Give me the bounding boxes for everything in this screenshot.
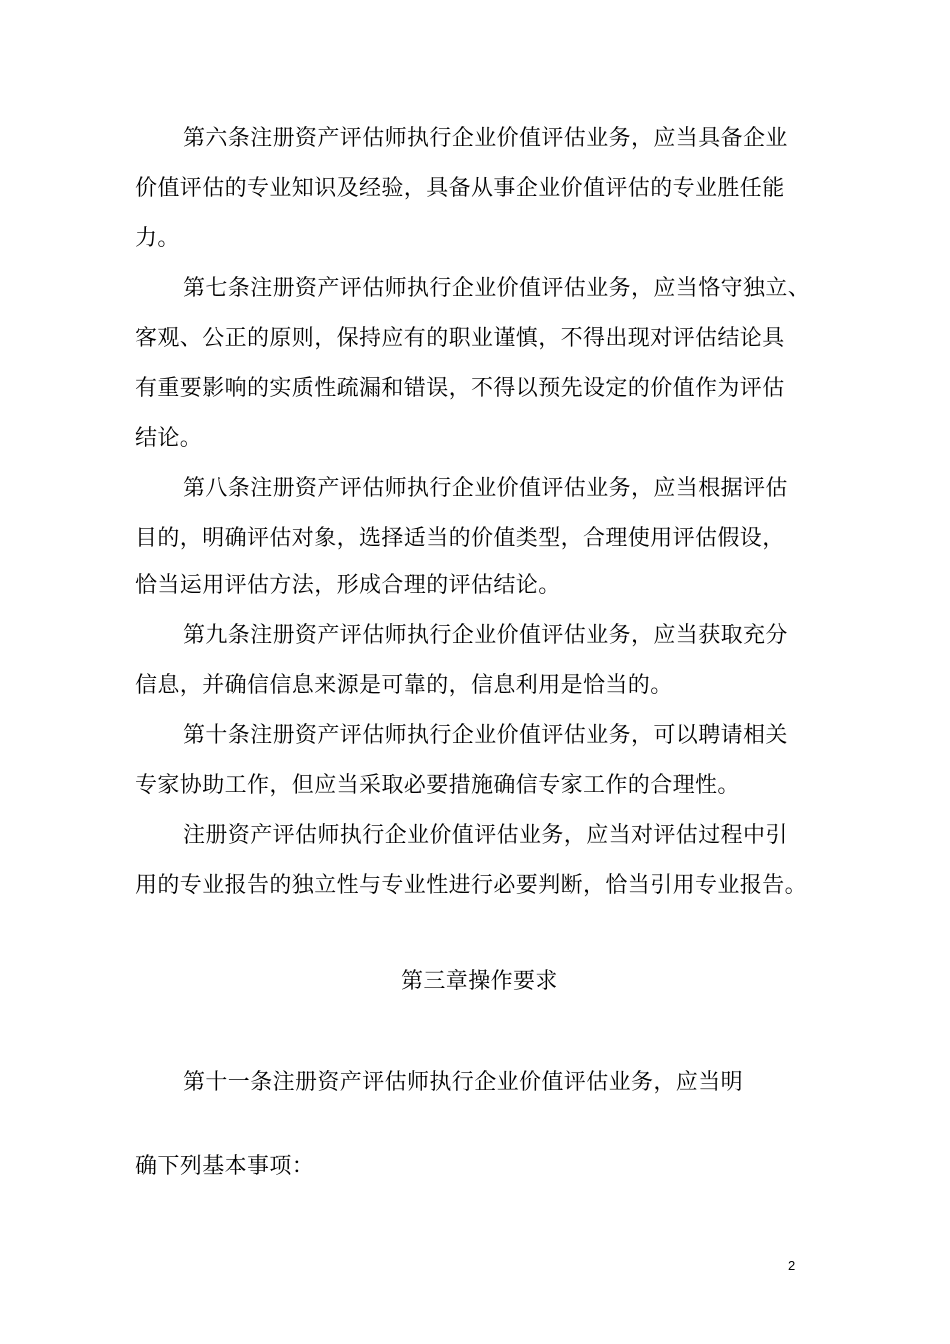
article-9-line-1: 第九条注册资产评估师执行企业价值评估业务，应当获取充分 — [183, 623, 788, 648]
article-8-line-3: 恰当运用评估方法，形成合理的评估结论。 — [135, 573, 561, 598]
article-8-line-2: 目的，明确评估对象，选择适当的价值类型，合理使用评估假设， — [135, 526, 785, 551]
article-9-line-2: 信息，并确信信息来源是可靠的，信息利用是恰当的。 — [135, 673, 673, 698]
article-7-line-4: 结论。 — [135, 426, 203, 451]
article-6-line-3: 力。 — [135, 226, 180, 251]
article-10-line-1: 第十条注册资产评估师执行企业价值评估业务，可以聘请相关 — [183, 723, 788, 748]
article-6-line-2: 价值评估的专业知识及经验，具备从事企业价值评估的专业胜任能 — [135, 176, 785, 201]
article-10-line-2: 专家协助工作，但应当采取必要措施确信专家工作的合理性。 — [135, 773, 740, 798]
article-11-line-1: 第十一条注册资产评估师执行企业价值评估业务，应当明 — [183, 1070, 744, 1095]
article-7-line-3: 有重要影响的实质性疏漏和错误，不得以预先设定的价值作为评估 — [135, 376, 785, 401]
page-number: 2 — [788, 1258, 796, 1273]
article-8-line-1: 第八条注册资产评估师执行企业价值评估业务，应当根据评估 — [183, 476, 788, 501]
article-11-line-2: 确下列基本事项： — [135, 1154, 315, 1179]
paragraph-line-2: 用的专业报告的独立性与专业性进行必要判断，恰当引用专业报告。 — [135, 873, 808, 898]
article-7-line-2: 客观、公正的原则，保持应有的职业谨慎，不得出现对评估结论具 — [135, 326, 785, 351]
article-7-line-1: 第七条注册资产评估师执行企业价值评估业务，应当恪守独立、 — [183, 276, 811, 301]
paragraph-line-1: 注册资产评估师执行企业价值评估业务，应当对评估过程中引 — [183, 823, 788, 848]
chapter-heading: 第三章操作要求 — [401, 969, 558, 994]
article-6-line-1: 第六条注册资产评估师执行企业价值评估业务，应当具备企业 — [183, 126, 788, 151]
